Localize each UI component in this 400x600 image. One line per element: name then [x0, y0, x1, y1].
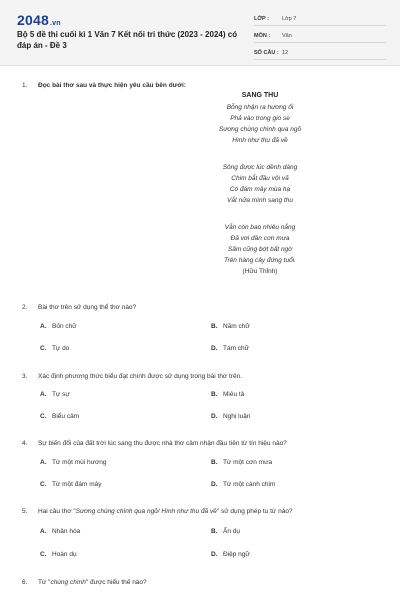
document-header: [0, 0, 400, 66]
option-letter: A.: [40, 459, 47, 466]
poem-line: Trên hàng cây đứng tuổi.: [224, 257, 296, 264]
option-a[interactable]: [40, 391, 70, 398]
option-a[interactable]: [40, 323, 77, 330]
option-d[interactable]: [211, 481, 275, 488]
poem-title: SANG THU: [241, 92, 279, 99]
meta-count-label: SỐ CÂU :: [254, 49, 279, 56]
option-letter: C.: [40, 551, 47, 558]
option-letter: C.: [40, 413, 47, 420]
poem-line: Đã vơi dần cơn mưa: [230, 235, 290, 242]
poem-line: Bỗng nhận ra hương ổi: [226, 104, 294, 111]
option-text: Miêu tả: [223, 391, 245, 398]
question-number: 5.: [22, 508, 28, 515]
option-text: Điệp ngữ: [223, 551, 250, 558]
question-text-pre: Hai câu thơ ": [38, 508, 76, 515]
option-letter: C.: [40, 481, 47, 488]
option-text: Từ một đám mây: [52, 481, 102, 488]
option-c[interactable]: [40, 551, 77, 558]
option-text: Bốn chữ: [52, 323, 77, 330]
option-text: Từ một mùi hương: [52, 459, 107, 466]
question-text-italic: chùng chình: [50, 579, 86, 586]
option-letter: C.: [40, 345, 47, 352]
option-letter: B.: [211, 528, 218, 535]
meta-class-value: Lớp 7: [282, 15, 297, 22]
question-text: [38, 508, 293, 515]
option-b[interactable]: [211, 528, 240, 535]
option-text: Hoán dụ: [52, 551, 77, 558]
option-letter: D.: [211, 345, 218, 352]
option-text: Tự sự: [52, 391, 70, 398]
meta-subject-label: MÔN :: [254, 32, 271, 39]
option-text: Ẩn dụ: [223, 528, 240, 535]
meta-count-row: [254, 46, 386, 60]
poem-author: (Hữu Thỉnh): [242, 268, 278, 275]
option-text: Nghị luận: [223, 413, 251, 420]
site-logo[interactable]: [17, 12, 61, 28]
poem-line: Chim bắt đầu vội vã: [231, 175, 289, 182]
poem-line: Phả vào trong gió se: [230, 115, 290, 122]
question-text: Xác định phương thức biểu đạt chính được sử dụng trong bài thơ trên.: [38, 373, 243, 380]
option-c[interactable]: [40, 481, 102, 488]
poem-line: Hình như thu đã về: [232, 137, 288, 144]
question-text-pre: Từ ": [38, 579, 51, 586]
question-text-post: " sử dụng phép tu từ nào?: [216, 508, 293, 515]
option-text: Tự do: [52, 345, 70, 352]
option-text: Biểu cảm: [52, 413, 80, 420]
option-letter: D.: [211, 551, 218, 558]
question-text: [38, 579, 147, 586]
question-text: Đọc bài thơ sau và thực hiện yêu cầu bên dưới:: [38, 82, 186, 89]
option-letter: A.: [40, 391, 47, 398]
document-title: Bộ 5 đề thi cuối kì 1 Văn 7 Kết nối tri thức (2023 - 2024) có đáp án - Đề 3: [17, 30, 238, 50]
option-text: Năm chữ: [223, 323, 250, 330]
option-a[interactable]: [40, 459, 107, 466]
question-number: 2.: [22, 304, 28, 311]
option-d[interactable]: [211, 551, 250, 558]
poem-line: Sương chùng chình qua ngõ: [218, 126, 302, 133]
question-text-post: " được hiểu thế nào?: [85, 579, 147, 586]
option-d[interactable]: [211, 413, 250, 420]
logo-text: 2048: [17, 12, 49, 28]
question-number: 3.: [22, 373, 28, 380]
meta-subject-value: Văn: [282, 32, 292, 39]
option-b[interactable]: [211, 391, 244, 398]
question-number: 4.: [22, 440, 28, 447]
logo-tld: .vn: [49, 20, 61, 27]
option-text: Từ một cánh chim: [223, 481, 276, 488]
meta-class-row: [254, 12, 386, 26]
option-text: Từ một cơn mưa: [223, 459, 273, 466]
option-letter: B.: [211, 459, 218, 466]
option-letter: D.: [211, 413, 218, 420]
question-text-italic: Sương chùng chình qua ngõ/ Hình như thu đã về: [75, 508, 217, 515]
meta-class-label: LỚP :: [254, 15, 269, 22]
poem-line: Vẫn còn bao nhiêu nắng: [224, 224, 296, 231]
meta-count-value: 12: [282, 49, 289, 56]
poem-line: Vắt nửa mình sang thu: [227, 197, 293, 204]
poem-line: Sấm cũng bớt bất ngờ: [227, 246, 293, 253]
option-b[interactable]: [211, 459, 272, 466]
option-letter: B.: [211, 391, 218, 398]
question-number: 1.: [22, 82, 28, 89]
poem-line: Có đám mây mùa hạ: [229, 186, 291, 193]
option-c[interactable]: [40, 345, 69, 352]
option-text: Tám chữ: [223, 345, 250, 352]
option-d[interactable]: [211, 345, 249, 352]
question-text: Bài thơ trên sử dụng thể thơ nào?: [38, 304, 137, 311]
document-meta: [254, 12, 386, 63]
meta-subject-row: [254, 29, 386, 43]
option-text: Nhân hóa: [52, 528, 81, 535]
option-letter: A.: [40, 323, 47, 330]
option-letter: A.: [40, 528, 47, 535]
option-letter: D.: [211, 481, 218, 488]
poem-line: Sông được lúc dềnh dàng: [222, 164, 298, 171]
question-text: Sự biến đổi của đất trời lúc sang thu được nhà thơ cảm nhận đầu tiên từ tín hiệu nào?: [38, 440, 287, 447]
option-c[interactable]: [40, 413, 79, 420]
question-number: 6.: [22, 579, 28, 586]
option-a[interactable]: [40, 528, 80, 535]
option-letter: B.: [211, 323, 218, 330]
option-b[interactable]: [211, 323, 250, 330]
